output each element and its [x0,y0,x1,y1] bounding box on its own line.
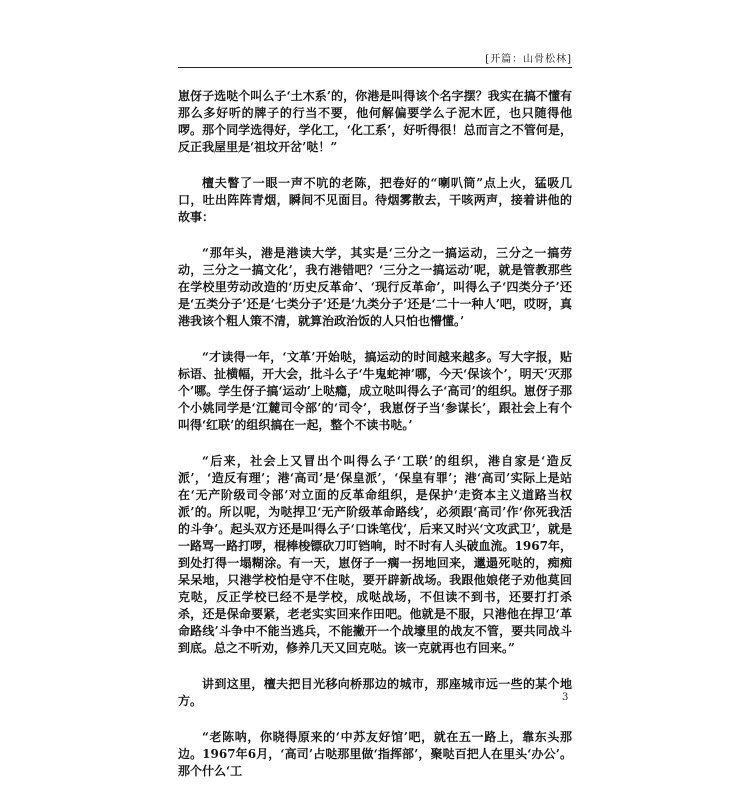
paragraph-5: “后来，社会上又冒出个叫得么子‘工联’的组织，港自家是‘造反派’，‘造反有理’；港‘高司’是‘保皇派’，‘保皇有罪’；港‘高司’实际上是站在‘无产阶级司令部’对立面的反革命组织，是保护‘走资本主义道路当权派’的。所以呢，为哒捍卫‘无产阶级革命路线’，必须跟‘高司’作‘你死我活的斗争’。起头双方还是叫得么子‘口诛笔伐’，后来又时兴‘文攻武卫’，就是一路骂一路打啰，棍棒梭镖砍刀叮铛响，时不时有人头破血流。1967年，到处打得一塌糊涂。有一天，崽伢子一瘸一拐地回来，邋遢死哒的，痴痴呆呆地，只港学校怕是守不住哒，要开辟新战场。我跟他娘佬子劝他莫回克哒，反正学校已经不是学校，成哒战场，不但读不到书，还要打打杀杀，还是保命要紧，老老实实回来作田吧。他就是不服，只港他在捍卫‘革命路线’斗争中不能当逃兵，不能撇开一个战壕里的战友不管，要共同战斗到底。总之不听劝，修养几天又回克哒。该一克就再也冇回来。” [178,454,572,655]
paragraph-4: “才读得一年，‘文革’开始哒，搞运动的时间越来越多。写大字报，贴标语、扯横幅，开大会，批斗么子‘牛鬼蛇神’哪，今天‘保该个’，明天‘灭那个’哪。学生伢子搞‘运动’上哒瘾，成立哒叫得么子‘高司’的组织。崽伢子那个小姚同学是‘江麓司令部’的‘司令’，我崽伢子当‘参谋长’，跟社会上有个叫得‘红联’的组织搞在一起，整个不读书哒。’ [178,350,572,432]
header-rule [178,67,572,68]
paragraph-7: “老陈呐，你晓得原来的‘中苏友好馆’吧，就在五一路上，靠东头那边。1967年6月，‘高司’占哒那里做‘指挥部’，聚哒百把人在里头‘办公’。那个什么‘工 [178,730,572,778]
paragraph-6: 讲到这里，檀夫把目光移向桥那边的城市，那座城市远一些的某个地方。 [178,677,572,708]
paragraph-2: 檀夫瞥了一眼一声不吭的老陈，把卷好的“喇叭筒”点上火，猛吸几口，吐出阵阵青烟，瞬间不见面目。待烟雾散去，干咳两声，接着讲他的故事： [178,176,572,224]
page-number: 3 [562,692,569,703]
page-body [178,88,572,799]
paragraph-3: “那年头，港是港读大学，其实是‘三分之一搞运动，三分之一搞劳动，三分之一搞文化’，我冇港错吧？‘三分之一搞运动’呢，就是管教那些在学校里劳动改造的‘历史反革命’、‘现行反革命’，叫得么子‘四类分子’还是‘五类分子’还是‘七类分子’还是‘九类分子’还是‘二十一种人’吧，哎呀，真港我该个粗人策不清，就算治政治饭的人只怕也懵懂。’ [178,246,572,328]
paragraph-1: 崽伢子选哒个叫么子‘土木系’的，你港是叫得该个名字摆？我实在搞不懂有那么多好听的牌子的行当不要，他何解偏要学么子泥木匠，也只随得他啰。那个同学选得好，学化工，‘化工系’，好听得很！总而言之不管何是，反正我屋里是‘祖坟开岔’哒！” [178,89,572,154]
running-header: [开篇：山骨松林] [485,54,572,65]
